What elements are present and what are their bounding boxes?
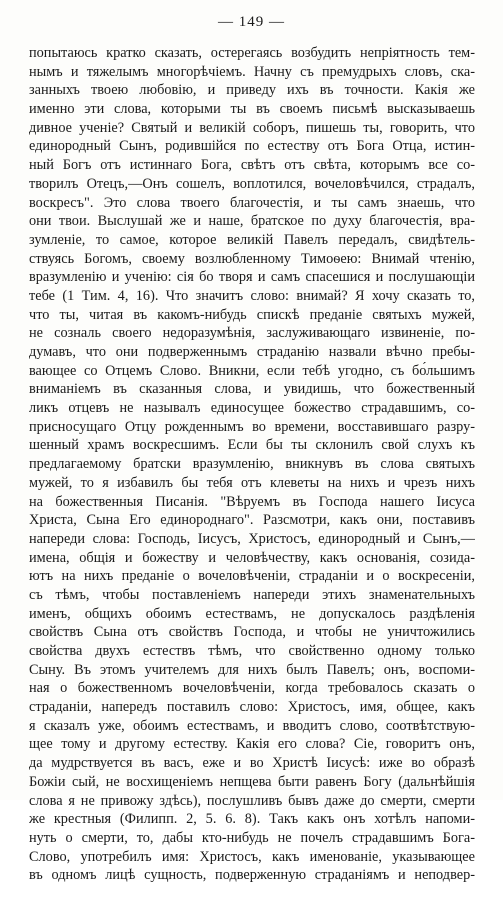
text-line: именно эти слова, которыми ты въ своемъ письмѣ высказываешь: [29, 101, 475, 118]
text-line: творилъ Отецъ,—Онъ сошелъ, воплотился, вочеловѣчился, страдалъ,: [29, 175, 475, 192]
page-body: [29, 44, 475, 904]
text-line: ный Богъ отъ истиннаго Бога, свѣтъ отъ свѣта, которымъ все со-: [29, 157, 475, 174]
text-line: предлагаемому братски вразумленію, вникнувъ въ слова святыхъ: [29, 456, 475, 473]
text-line: свойства двухъ естествъ тѣмъ, что свойственно одному только: [29, 643, 475, 659]
text-line: вразумленію и ученію: сія бо творя и самъ спасешися и послушающіи: [29, 269, 475, 286]
text-line: что ты, читая въ какомъ-нибудь спискѣ преданіе святыхъ мужей,: [29, 306, 475, 323]
text-line: думавъ, что они подверженнымъ страданію назвали вѣчно пребы-: [29, 344, 475, 360]
text-line: тебе (1 Тим. 4, 16). Что значитъ слово: внимай? Я хочу сказать то,: [29, 287, 475, 304]
text-line: же крестныя (Филипп. 2, 5. 6. 8). Такъ какъ онъ хотѣлъ напоми-: [29, 811, 475, 828]
text-line: имена, общія и божеству и человѣчеству, какъ основанія, созида-: [29, 549, 475, 566]
text-line: слова я не привожу здѣсь), послушливъ бывъ даже до смерти, смерти: [29, 792, 475, 809]
text-line: ликъ отцевъ не называлъ единосущее божество страдавшимъ, со-: [29, 400, 475, 417]
text-line: [29, 885, 475, 904]
text-line: Слово, употребилъ имя: Христосъ, какъ именованіе, указывающее: [29, 848, 475, 865]
text-line: на божественныя Писанія. "Вѣруемъ въ Господа нашего Іисуса: [29, 493, 475, 510]
text-line: щее тому и другому естеству. Какія его слова? Сіе, говоритъ онъ,: [29, 736, 475, 753]
text-line: да мудрствуется въ васъ, еже и во Христѣ Іисусѣ: иже во образѣ: [29, 755, 475, 772]
text-line: съ тѣмъ, чтобы поставленіемъ напереди этихъ знаменательныхъ: [29, 586, 475, 603]
text-line: зумленіе, то самое, которое великій Павелъ передалъ, свидѣтель-: [29, 231, 475, 248]
text-line: не созналь своего недоразумѣнія, заслуживающаго извиненіе, по-: [29, 325, 475, 342]
text-line: они твои. Выслушай же и наше, братское по духу благочестія, вра-: [29, 213, 475, 230]
text-line: воскресъ". Это слова твоего благочестія, и ты самъ знаешь, что: [29, 194, 475, 211]
text-line: попытаюсь кратко сказать, остерегаясь возбудить непріятность тем-: [29, 45, 475, 61]
text-line: свойствъ Сына отъ свойствъ Господа, и чтобы не уничтожились: [29, 624, 475, 641]
text-line: дивное ученіе? Святый и великій соборъ, пишешь ты, говорить, что: [29, 119, 475, 136]
text-line: ная о божественномъ вочеловѣченіи, когда требовалось сказать о: [29, 680, 475, 697]
text-line: мужей, то я избавилъ бы тебя отъ клеветы на нихъ и чрезъ нихъ: [29, 474, 475, 491]
text-line: присносущаго Отцу рожденнымъ во времени, восставившаго разру-: [29, 418, 475, 435]
text-line: Божіи сый, не восхищеніемъ непщева быти равенъ Богу (дальнѣйшія: [29, 773, 475, 790]
text-line: Сыну. Въ этомъ учителемъ для нихъ былъ Павелъ; онъ, воспоми-: [29, 661, 475, 678]
text-line: напереди слова: Господь, Іисусъ, Христосъ, единородный и Сынъ,—: [29, 530, 475, 547]
text-line: ютъ на нихъ преданіе о вочеловѣченіи, страданіи и о воскресеніи,: [29, 568, 475, 585]
text-line: именъ, общихъ обоимъ естествамъ, не допускалось раздѣленія: [29, 605, 475, 622]
text-line: нымъ и тяжелымъ многорѣчіемъ. Начну съ премудрыхъ словъ, ска-: [29, 63, 475, 80]
text-line: занныхъ твоею любовію, и приведу ихъ въ точности. Какія же: [29, 82, 475, 99]
text-line: вающее со Отцемъ Слово. Вникни, если тебѣ угодно, съ бо́льшимъ: [29, 362, 475, 379]
text-line: Христа, Сына Его единороднаго". Разсмотри, какъ они, поставивъ: [29, 512, 475, 529]
text-line: ствуясь Богомъ, своему возлюбленному Тимоѳею: Внимай чтенію,: [29, 250, 475, 267]
text-line: единородный Сынъ, родившійся по естеству отъ Бога Отца, истин-: [29, 138, 475, 155]
text-line: шенный храмъ воскресшимъ. Если бы ты склонилъ свой слухъ къ: [29, 437, 475, 454]
page-number: — 149 —: [218, 14, 285, 30]
text-line: вниманіемъ въ сказанныя слова, и увидишь, что божественный: [29, 381, 475, 398]
text-line: въ одномъ лицѣ сущность, подверженную страданіямъ и неподвер-: [29, 867, 475, 884]
text-line: страданіи, напередъ поставилъ слово: Христосъ, имя, общее, какъ: [29, 699, 475, 716]
text-line: я сказалъ уже, обоимъ естествамъ, и вводитъ слово, соотвѣтствую-: [29, 717, 475, 734]
text-line: нуть о смерти, то, дабы кто-нибудь не почелъ страдавшимъ Бога-: [29, 829, 475, 846]
